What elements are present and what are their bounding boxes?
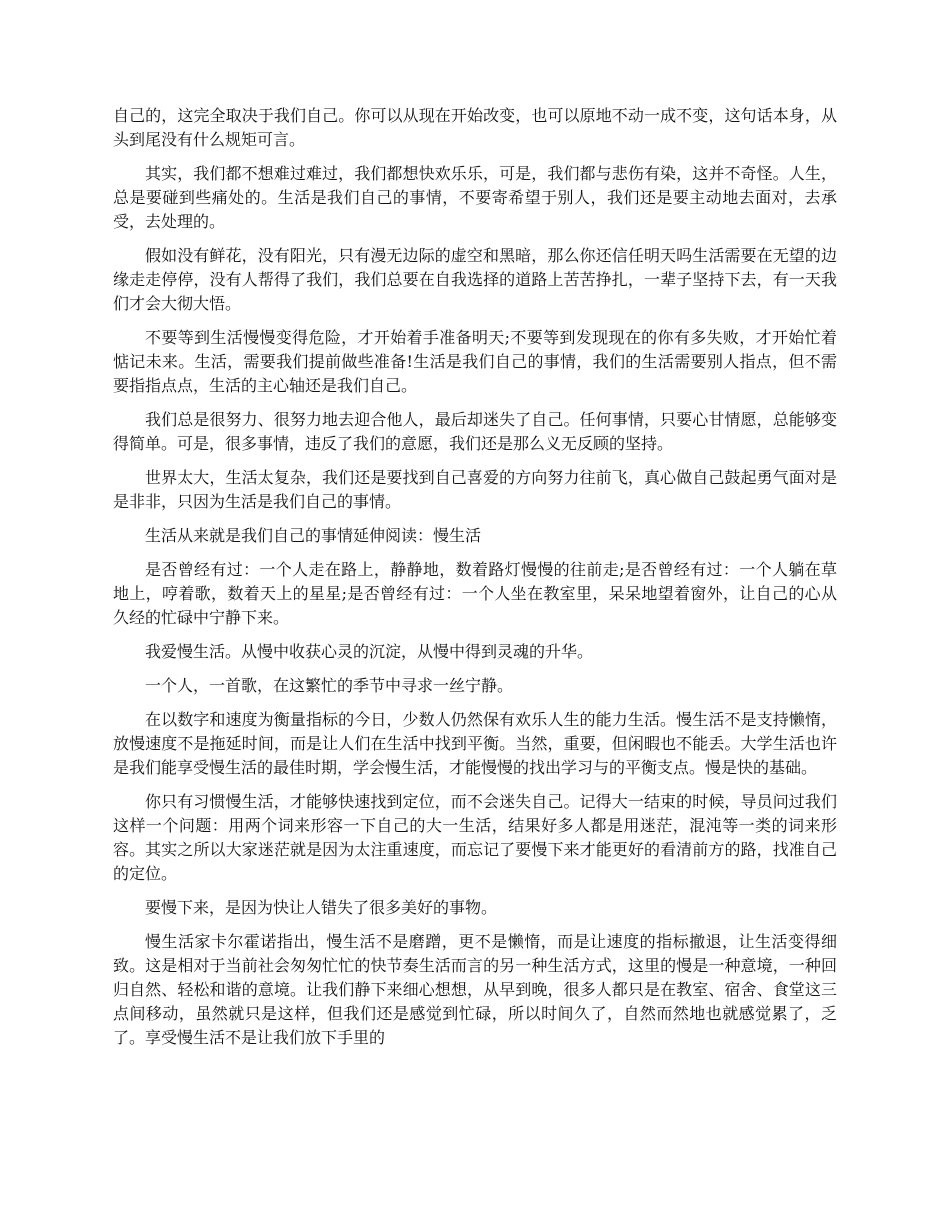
document-page	[113, 104, 837, 1060]
paragraph: 你只有习惯慢生活，才能够快速找到定位，而不会迷失自己。记得大一结束的时候，导员问过我们这样一个问题：用两个词来形容一下自己的大一生活，结果好多人都是用迷茫，混沌等一类的词来形容。其实之所以大家迷茫就是因为太注重速度，而忘记了要慢下来才能更好的看清前方的路，找准自己的定位。	[113, 792, 837, 883]
paragraph: 假如没有鲜花，没有阳光，只有漫无边际的虚空和黑暗，那么你还信任明天吗生活需要在无望的边缘走走停停，没有人帮得了我们，我们总要在自我选择的道路上苦苦挣扎，一辈子坚持下去，有一天我们才会大彻大悟。	[113, 246, 837, 313]
paragraph: 不要等到生活慢慢变得危险，才开始着手准备明天;不要等到发现现在的你有多失败，才开始忙着惦记未来。生活，需要我们提前做些准备!生活是我们自己的事情，我们的生活需要别人指点，但不需要指指点点，生活的主心轴还是我们自己。	[113, 328, 837, 395]
paragraph: 一个人，一首歌，在这繁忙的季节中寻求一丝宁静。	[145, 676, 514, 695]
paragraph: 慢生活家卡尔霍诺指出，慢生活不是磨蹭，更不是懒惰，而是让速度的指标撤退，让生活变得细致。这是相对于当前社会匆匆忙忙的快节奏生活而言的另一种生活方式，这里的慢是一种意境，一种回归自然、轻松和谐的意境。让我们静下来细心想想，从早到晚，很多人都只是在教室、宿舍、食堂这三点间移动，虽然就只是这样，但我们还是感觉到忙碌，所以时间久了，自然而然地也就感觉累了，乏了。享受慢生活不是让我们放下手里的	[113, 932, 837, 1047]
paragraph: 要慢下来，是因为快让人错失了很多美好的事物。	[145, 898, 498, 917]
paragraph: 世界太大，生活太复杂，我们还是要找到自己喜爱的方向努力往前飞，真心做自己鼓起勇气面对是是非非，只因为生活是我们自己的事情。	[113, 468, 837, 511]
paragraph: 在以数字和速度为衡量指标的今日，少数人仍然保有欢乐人生的能力生活。慢生活不是支持懒惰，放慢速度不是拖延时间，而是让人们在生活中找到平衡。当然，重要，但闲暇也不能丢。大学生活也许是我们能享受慢生活的最佳时期，学会慢生活，才能慢慢的找出学习与的平衡支点。慢是快的基础。	[113, 710, 837, 777]
paragraph: 其实，我们都不想难过难过，我们都想快欢乐乐，可是，我们都与悲伤有染，这并不奇怪。人生，总是要碰到些痛处的。生活是我们自己的事情，不要寄希望于别人，我们还是要主动地去面对，去承受，去处理的。	[113, 164, 837, 231]
paragraph: 我爱慢生活。从慢中收获心灵的沉淀，从慢中得到灵魂的升华。	[145, 642, 594, 661]
paragraph: 自己的，这完全取决于我们自己。你可以从现在开始改变，也可以原地不动一成不变，这句话本身，从头到尾没有什么规矩可言。	[113, 106, 837, 149]
section-heading: 生活从来就是我们自己的事情延伸阅读：慢生活	[145, 526, 482, 545]
paragraph: 是否曾经有过：一个人走在路上，静静地，数着路灯慢慢的往前走;是否曾经有过：一个人躺在草地上，哼着歌，数着天上的星星;是否曾经有过：一个人坐在教室里，呆呆地望着窗外，让自己的心从久经的忙碌中宁静下来。	[113, 560, 837, 627]
paragraph: 我们总是很努力、很努力地去迎合他人，最后却迷失了自己。任何事情，只要心甘情愿，总能够变得简单。可是，很多事情，违反了我们的意愿，我们还是那么义无反顾的坚持。	[113, 410, 837, 453]
